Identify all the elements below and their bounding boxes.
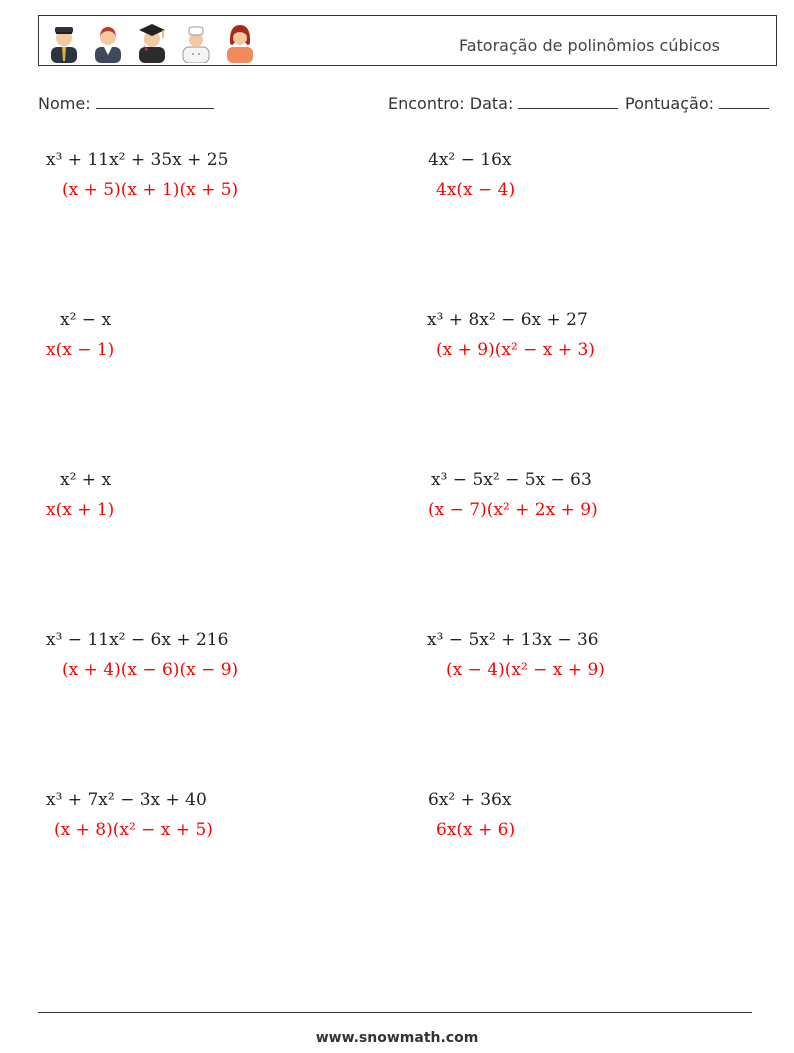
footer-url[interactable]: www.snowmath.com [315,1030,479,1046]
redhead-avatar-icon [221,21,259,63]
problem-answer: x(x − 1) [46,340,115,360]
problem-answer: 6x(x + 6) [436,820,516,840]
problem-expression: x³ + 7x² − 3x + 40 [46,790,207,810]
problem-answer: (x + 8)(x² − x + 5) [54,820,213,840]
problem-answer: (x − 4)(x² − x + 9) [446,660,605,680]
graduate-avatar-icon [133,21,171,63]
problem-expression: x² + x [60,470,112,490]
name-blank[interactable] [96,94,214,109]
problem-answer: (x + 4)(x − 6)(x − 9) [62,660,239,680]
problem-expression: x³ − 5x² − 5x − 63 [431,470,592,490]
chef-avatar-icon [177,21,215,63]
problem-answer: x(x + 1) [46,500,115,520]
problem-expression: x³ − 5x² + 13x − 36 [427,630,599,650]
problem-answer: (x + 9)(x² − x + 3) [436,340,595,360]
score-blank[interactable] [719,94,769,109]
woman-avatar-icon [89,21,127,63]
score-label: Pontuação: [625,94,715,113]
problem-expression: x³ + 11x² + 35x + 25 [46,150,229,170]
problem-answer: 4x(x − 4) [436,180,516,200]
problem-answer: (x + 5)(x + 1)(x + 5) [62,180,239,200]
problem-expression: 6x² + 36x [428,790,512,810]
problem-answer: (x − 7)(x² + 2x + 9) [428,500,598,520]
problem-expression: x³ − 11x² − 6x + 216 [46,630,229,650]
encounter-label: Encontro: Data: [388,94,514,113]
name-label: Nome: [38,94,91,113]
pilot-avatar-icon [45,21,83,63]
name-field[interactable] [38,94,214,113]
worksheet-header [38,15,777,66]
date-blank[interactable] [518,94,618,109]
encounter-field[interactable] [388,94,618,113]
score-field[interactable] [625,94,769,113]
worksheet-title: Fatoração de polinômios cúbicos [458,36,720,55]
footer-divider [38,1012,752,1013]
problem-expression: x² − x [60,310,112,330]
avatar-row [45,21,259,63]
problem-expression: x³ + 8x² − 6x + 27 [427,310,588,330]
problem-expression: 4x² − 16x [428,150,512,170]
